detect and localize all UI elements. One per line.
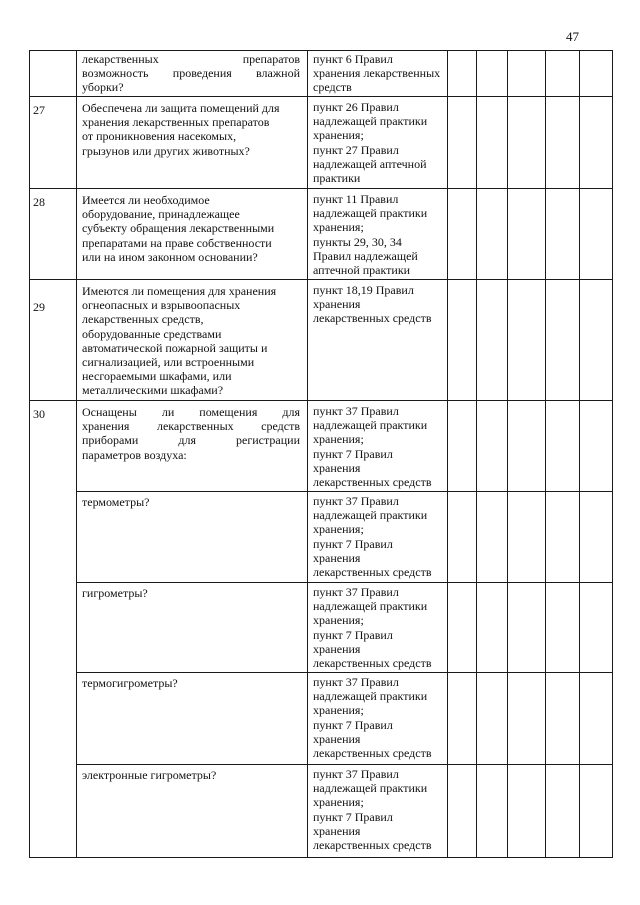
reference-cell: пункт 11 Правил надлежащей практики хранения; пункты 29, 30, 34 Правил надлежащей аптечной практики (313, 192, 428, 278)
question-line: или на ином законном основании? (82, 249, 258, 264)
question-line: лекарственных препаратов (82, 52, 300, 66)
question-line: от проникновения насекомых, (82, 129, 237, 144)
reference-cell: пункт 6 Правил хранения лекарственных средств (313, 52, 441, 95)
page-number: 47 (566, 29, 579, 44)
question-line: возможность проведения влажной (82, 66, 300, 81)
question-cell (82, 586, 300, 600)
question-cell (82, 768, 300, 782)
reference-cell: пункт 18,19 Правил хранения лекарственных средств (313, 283, 432, 326)
question-line: Имеются ли помещения для хранения (82, 284, 277, 298)
reference-cell: пункт 37 Правил надлежащей практики хранения; пункт 7 Правил хранения лекарственных средств (313, 585, 432, 671)
row-number: 29 (33, 300, 45, 314)
question-line: приборами для регистрации (82, 433, 300, 448)
question-cell (82, 405, 300, 462)
question-line: термометры? (82, 495, 150, 509)
question-line: Оснащены ли помещения для (82, 405, 300, 419)
question-line: Обеспечена ли защита помещений для (82, 101, 280, 115)
reference-cell: пункт 37 Правил надлежащей практики хранения; пункт 7 Правил хранения лекарственных средств (313, 494, 432, 580)
question-line: оборудование, принадлежащее (82, 207, 240, 222)
question-line: металлическими шкафами? (82, 383, 224, 398)
question-line: автоматической пожарной защиты и (82, 340, 268, 355)
question-line: огнеопасных и взрывоопасных (82, 298, 241, 313)
question-line: оборудованные средствами (82, 326, 222, 341)
question-line: субъекту обращения лекарственными (82, 221, 275, 236)
question-line: препаратами на праве собственности (82, 235, 272, 250)
question-line: хранения лекарственных средств (82, 419, 300, 434)
reference-cell: пункт 37 Правил надлежащей практики хранения; пункт 7 Правил хранения лекарственных средств (313, 404, 432, 490)
question-cell (82, 284, 300, 398)
question-cell (82, 193, 300, 264)
question-line: хранения лекарственных препаратов (82, 115, 270, 130)
question-line: Имеется ли необходимое (82, 193, 210, 207)
row-number: 28 (33, 195, 45, 209)
question-line: гигрометры? (82, 586, 148, 600)
reference-cell: пункт 26 Правил надлежащей практики хранения; пункт 27 Правил надлежащей аптечной практики (313, 100, 428, 186)
question-line: лекарственных средств, (82, 312, 204, 327)
row-number: 30 (33, 407, 45, 421)
row-number: 27 (33, 103, 45, 117)
question-line: несгораемыми шкафами, или (82, 369, 232, 384)
question-cell (82, 101, 300, 158)
question-line: сигнализацией, или встроенными (82, 355, 255, 370)
reference-cell: пункт 37 Правил надлежащей практики хранения; пункт 7 Правил хранения лекарственных средств (313, 767, 432, 853)
question-cell (82, 495, 300, 509)
question-cell (82, 52, 300, 95)
question-line: грызунов или других животных? (82, 143, 250, 158)
question-line: термогигрометры? (82, 676, 178, 690)
question-line: уборки? (82, 80, 124, 95)
reference-cell: пункт 37 Правил надлежащей практики хранения; пункт 7 Правил хранения лекарственных средств (313, 675, 432, 761)
question-line: параметров воздуха: (82, 447, 187, 462)
question-line: электронные гигрометры? (82, 768, 217, 782)
question-cell (82, 676, 300, 690)
